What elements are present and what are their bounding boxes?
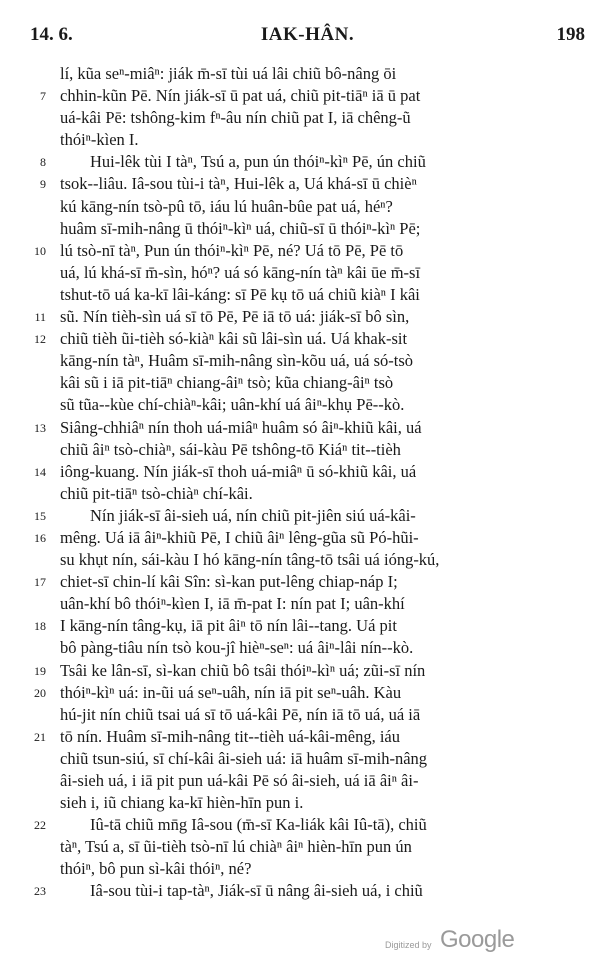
verse-number: 11	[34, 310, 46, 325]
digitization-watermark	[385, 926, 585, 956]
line-text: Iû-tā chiũ mn̄g Iâ-sou (m̄-sī Ka-liák kâi Iû-tā), chiũ	[90, 815, 427, 835]
text-line	[30, 527, 578, 549]
text-line	[30, 372, 578, 394]
line-text: kāng-nín tàⁿ, Huâm sī-mih-nâng sìn-kõu uá, uá só-tsò	[60, 351, 414, 371]
text-line	[30, 505, 578, 527]
line-text: tshut-tō uá ka-kī lâi-káng: sī Pē kụ tō uá chiũ kiàⁿ I kâi	[60, 284, 420, 304]
text-line	[30, 637, 578, 659]
line-text: thóiⁿ, bô pun sì-kâi thóiⁿ, né?	[60, 859, 252, 879]
line-text: kú kāng-nín tsò-pû tō, iáu lú huân-bûe pat uá, héⁿ?	[60, 196, 393, 216]
line-text: tō nín. Huâm sī-mih-nâng tit--tièh uá-kâi-mêng, iáu	[60, 726, 400, 746]
line-text: Iâ-sou tùi-i tap-tàⁿ, Jiák-sī ū nâng âi-sieh uá, i chiũ	[90, 881, 423, 901]
verse-number: 16	[34, 530, 46, 545]
text-line	[30, 85, 578, 107]
text-line	[30, 107, 578, 129]
text-line	[30, 748, 578, 770]
book-title: IAK-HÂN.	[260, 24, 355, 45]
verse-number: 21	[34, 729, 46, 744]
text-line	[30, 350, 578, 372]
text-line	[30, 240, 578, 262]
text-line	[30, 394, 578, 416]
line-text: chiũ pit-tiāⁿ tsò-chiàⁿ chí-kâi.	[60, 483, 253, 503]
text-line	[30, 218, 578, 240]
verse-number: 19	[34, 663, 46, 678]
line-text: su khụt nín, sái-kàu I hó kāng-nín tâng-tō tsâi uá ióng-kú,	[60, 550, 440, 570]
text-line	[30, 461, 578, 483]
text-line	[30, 726, 578, 748]
text-line	[30, 328, 578, 350]
text-line	[30, 571, 578, 593]
line-text: chiũ tièh ũi-tièh só-kiàⁿ kâi sũ lâi-sìn uá. Uá khak-sit	[60, 329, 408, 349]
text-line	[30, 814, 578, 836]
text-line	[30, 262, 578, 284]
verse-number: 7	[40, 89, 46, 104]
verse-number: 9	[40, 177, 46, 192]
line-text: bô pàng-tiâu nín tsò kou-jî hièⁿ-seⁿ: uá âiⁿ-lâi nín--kò.	[60, 638, 414, 658]
text-line	[30, 836, 578, 858]
line-text: tàⁿ, Tsú a, sī ũi-tièh tsò-nī lú chiàⁿ âiⁿ hièn-hīn pun ún	[60, 837, 412, 857]
text-line	[30, 483, 578, 505]
text-line	[30, 173, 578, 195]
digitized-by-label: Digitized by	[385, 940, 432, 950]
line-text: sũ. Nín tièh-sìn uá sī tō Pē, Pē iā tō uá: jiák-sī bô sìn,	[60, 307, 410, 327]
text-line	[30, 417, 578, 439]
text-line	[30, 880, 578, 902]
page-number: 198	[556, 24, 585, 45]
line-text: hú-jit nín chiũ tsai uá sī tō uá-kâi Pē, nín iā tō uá, uá iā	[60, 704, 421, 724]
verse-number: 14	[34, 464, 46, 479]
text-line	[30, 549, 578, 571]
text-line	[30, 615, 578, 637]
line-text: âi-sieh uá, i iā pit pun uá-kâi Pē só âi-sieh, uá iā âiⁿ âi-	[60, 771, 419, 790]
line-text: Nín jiák-sī âi-sieh uá, nín chiũ pit-jiên siú uá-kâi-	[90, 505, 416, 525]
line-text: chiet-sī chin-lí kâi Sîn: sì-kan put-lêng chiap-náp I;	[60, 572, 398, 592]
line-text: Hui-lêk tùi I tàⁿ, Tsú a, pun ún thóiⁿ-kìⁿ Pē, ún chiũ	[90, 152, 426, 172]
line-text: uá, lú khá-sī m̄-sìn, hóⁿ? uá só kāng-nín tàⁿ kâi ūe m̄-sī	[60, 262, 421, 282]
verse-number: 20	[34, 685, 46, 700]
text-line	[30, 151, 578, 173]
text-line	[30, 660, 578, 682]
google-logo: Google	[440, 926, 515, 953]
chapter-verse-ref: 14. 6.	[30, 24, 73, 45]
line-text: I kāng-nín tâng-kụ, iā pit âiⁿ tō nín lâi--tang. Uá pit	[60, 616, 397, 636]
verse-number: 23	[34, 884, 46, 899]
line-text: chhin-kũn Pē. Nín jiák-sī ū pat uá, chiũ pit-tiāⁿ iā ū pat	[60, 86, 421, 106]
line-text: mêng. Uá iā âiⁿ-khiũ Pē, I chiũ âiⁿ lêng-gũa sũ Pó-hũi-	[60, 527, 419, 547]
text-line	[30, 792, 578, 814]
text-line	[30, 196, 578, 218]
verse-number: 12	[34, 332, 46, 347]
line-text: uá-kâi Pē: tshông-kim fⁿ-âu nín chiũ pat I, iā chêng-ũ	[60, 108, 411, 128]
text-line	[30, 129, 578, 151]
line-text: lú tsò-nī tàⁿ, Pun ún thóiⁿ-kìⁿ Pē, né? Uá tō Pē, Pē tō	[60, 240, 404, 260]
text-line	[30, 682, 578, 704]
verse-number: 15	[34, 508, 46, 523]
verse-number: 22	[34, 818, 46, 833]
line-text: thóiⁿ-kìⁿ uá: in-ũi uá seⁿ-uâh, nín iā pit seⁿ-uâh. Kàu	[60, 682, 402, 702]
line-text: iông-kuang. Nín jiák-sī thoh uá-miâⁿ ū só-khiũ kâi, uá	[60, 461, 417, 481]
text-line	[30, 770, 578, 792]
line-text: tsok--liâu. Iâ-sou tùi-i tàⁿ, Hui-lêk a, Uá khá-sī ū chièⁿ	[60, 174, 417, 194]
line-text: uân-khí bô thóiⁿ-kìen I, iā m̄-pat I: nín pat I; uân-khí	[60, 594, 405, 614]
text-line	[30, 858, 578, 880]
verse-number: 10	[34, 243, 46, 258]
line-text: chiũ tsun-siú, sī chí-kâi âi-sieh uá: iā huâm sī-mih-nâng	[60, 748, 428, 768]
body-text	[30, 63, 578, 903]
text-line	[30, 306, 578, 328]
line-text: sũ tũa--kùe chí-chiàⁿ-kâi; uân-khí uá âiⁿ-khụ Pē--kò.	[60, 395, 405, 415]
line-text: Siâng-chhiâⁿ nín thoh uá-miâⁿ huâm só âiⁿ-khiũ kâi, uá	[60, 417, 422, 437]
text-line	[30, 284, 578, 306]
running-header	[30, 24, 585, 50]
line-text: chiũ âiⁿ tsò-chiàⁿ, sái-kàu Pē tshông-tō Kiáⁿ tit--tièh	[60, 439, 401, 459]
verse-number: 8	[40, 155, 46, 170]
line-text: Tsâi ke lân-sī, sì-kan chiũ bô tsâi thóiⁿ-kìⁿ uá; zũi-sī nín	[60, 660, 426, 680]
text-line	[30, 439, 578, 461]
text-line	[30, 704, 578, 726]
verse-number: 13	[34, 420, 46, 435]
text-line	[30, 593, 578, 615]
line-text: thóiⁿ-kìen I.	[60, 130, 139, 150]
verse-number: 18	[34, 619, 46, 634]
line-text: lí, kũa seⁿ-miâⁿ: jiák m̄-sī tùi uá lâi chiũ bô-nâng ōi	[60, 64, 397, 83]
line-text: sieh i, iũ chiang ka-kī hièn-hīn pun i.	[60, 793, 304, 813]
verse-number: 17	[34, 575, 46, 590]
text-line	[30, 63, 578, 85]
line-text: kâi sũ i iā pit-tiāⁿ chiang-âiⁿ tsò; kũa chiang-âiⁿ tsò	[60, 373, 394, 393]
line-text: huâm sī-mih-nâng ū thóiⁿ-kìⁿ uá, chiũ-sī ū thóiⁿ-kìⁿ Pē;	[60, 218, 421, 238]
